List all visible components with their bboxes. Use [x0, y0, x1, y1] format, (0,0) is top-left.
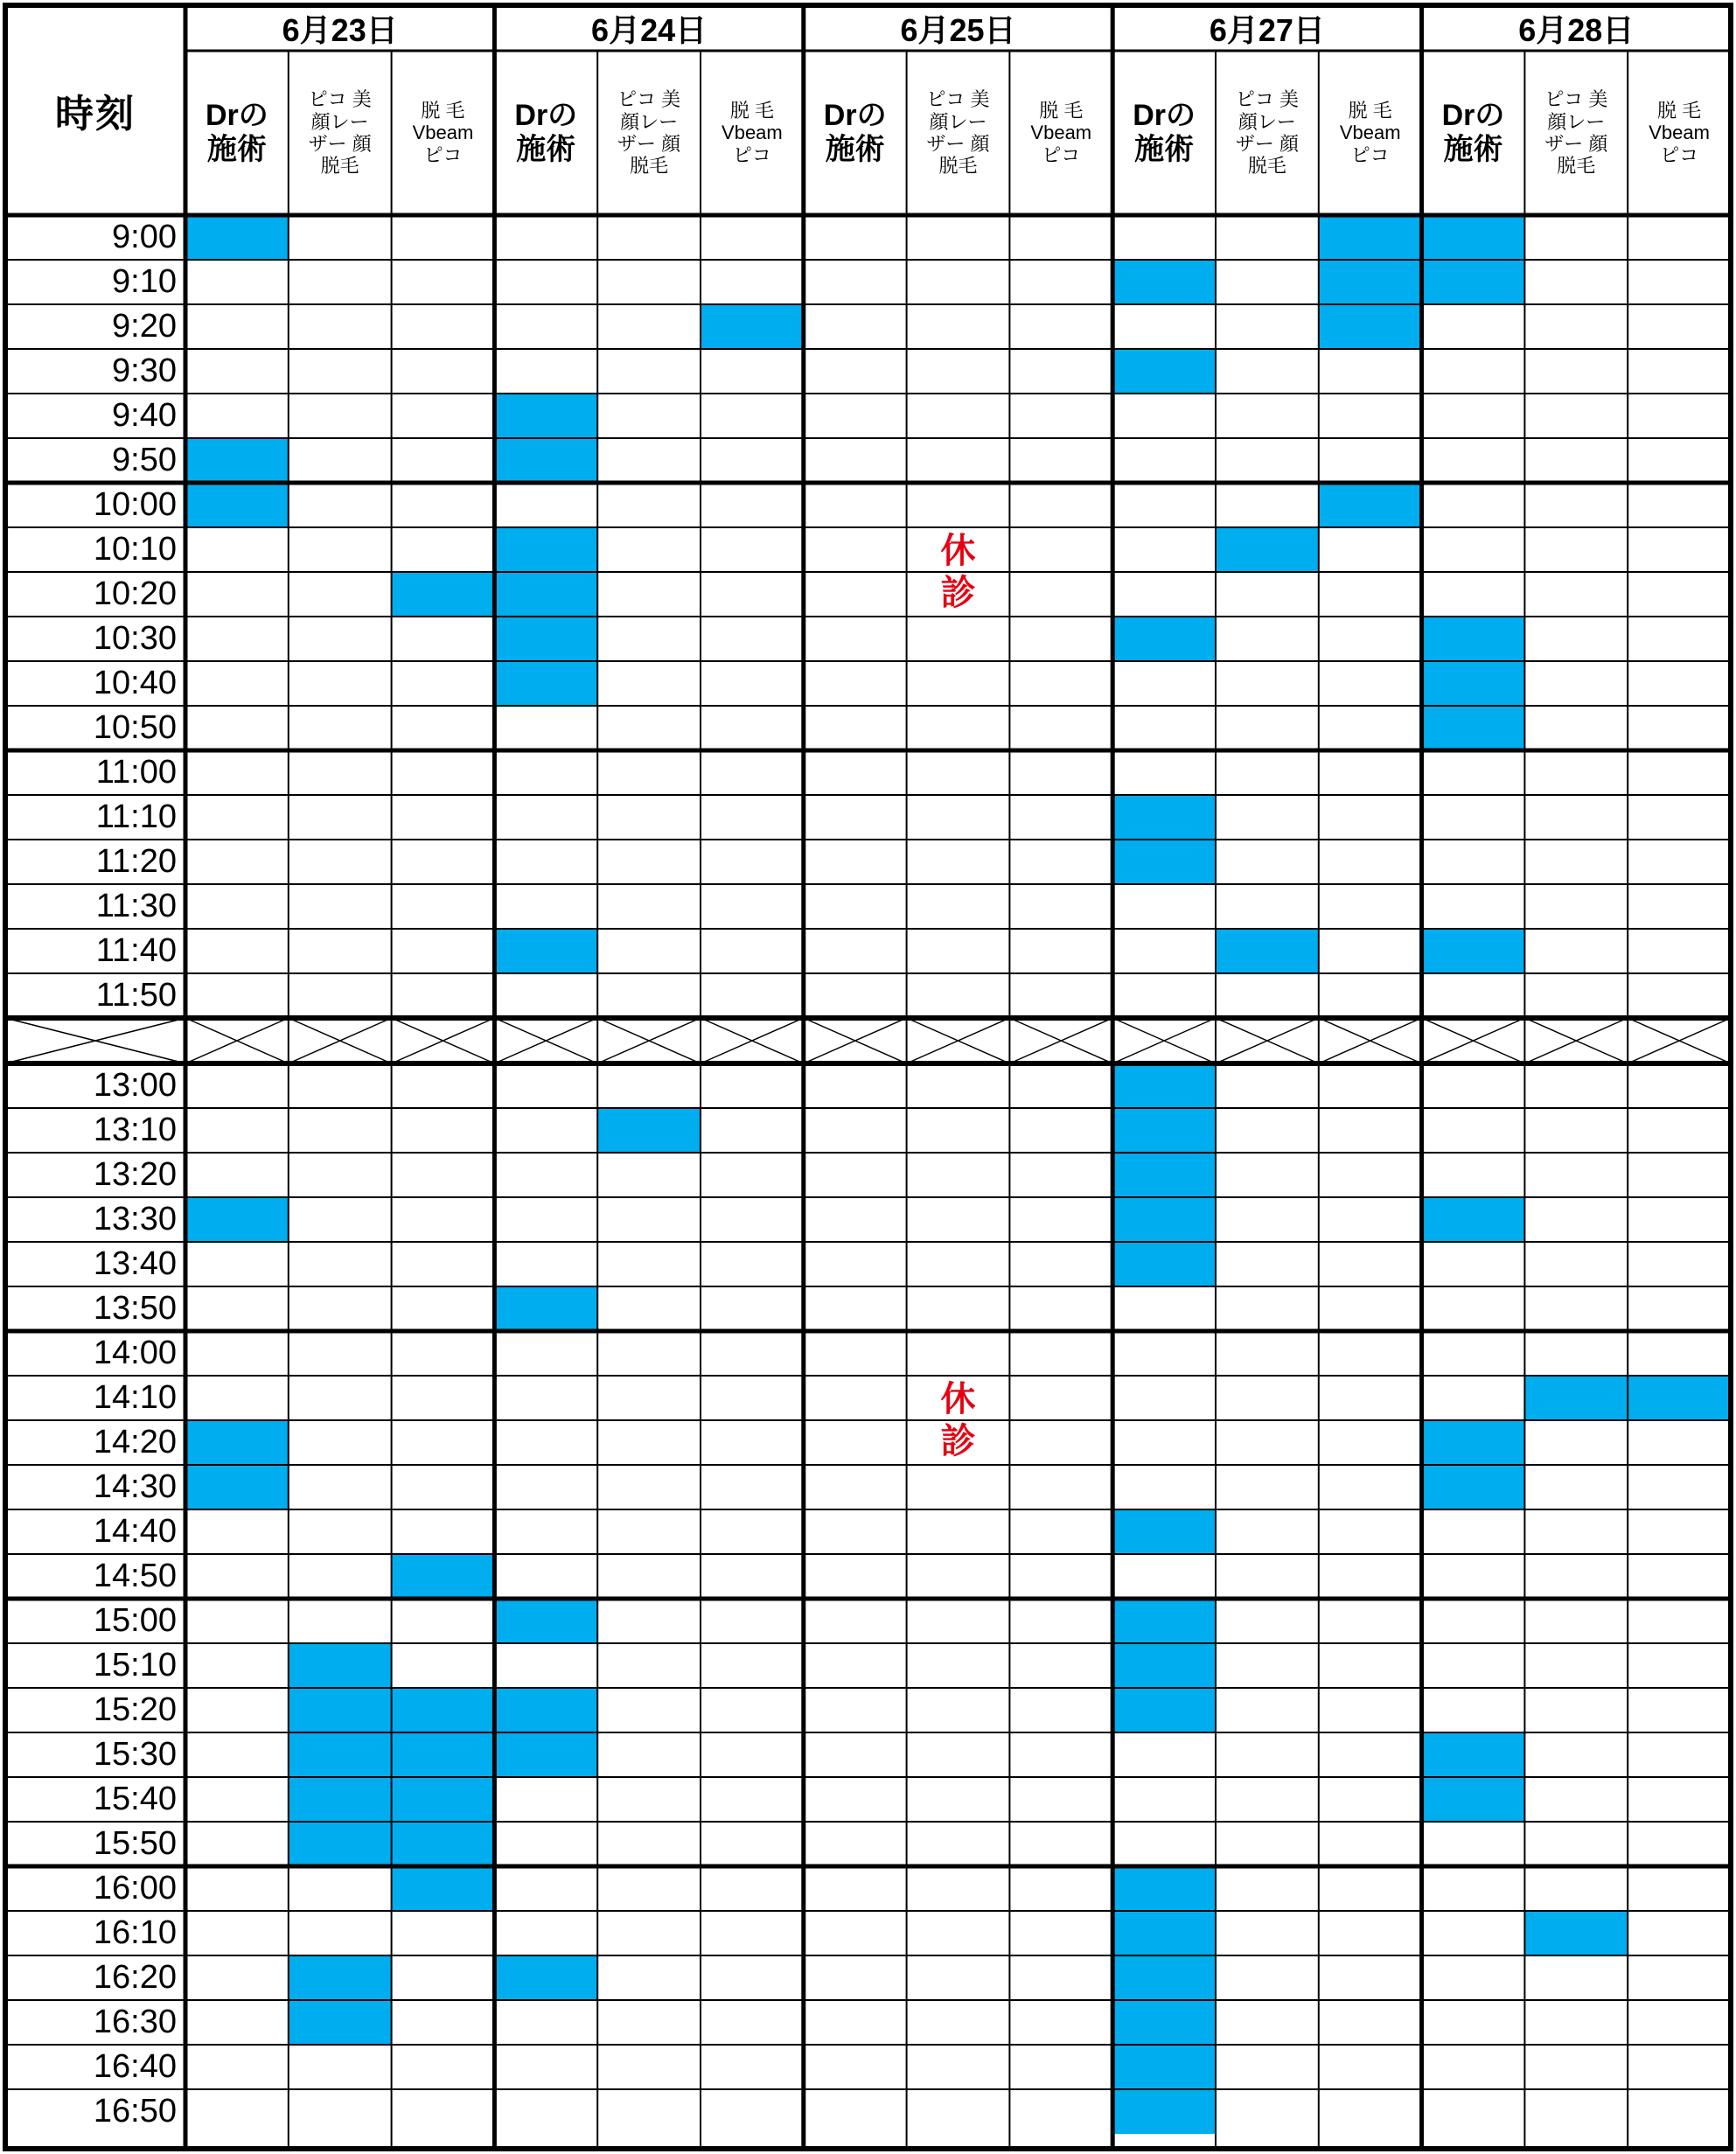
column-header: Drの 施術	[206, 98, 268, 166]
time-label: 16:10	[93, 1914, 177, 1951]
column-header: ピコ 美 顔レー ザー 顔 脱毛	[617, 88, 681, 178]
column-header: 脱 毛 Vbeam ピコ	[412, 100, 474, 166]
time-label: 14:20	[93, 1424, 177, 1460]
date-header: 6月27日	[1209, 11, 1325, 48]
time-label: 13:50	[93, 1290, 177, 1327]
time-label: 9:40	[112, 397, 177, 434]
time-label: 14:50	[93, 1558, 177, 1594]
time-label: 11:00	[95, 754, 177, 791]
time-label: 13:00	[93, 1067, 177, 1104]
time-label: 13:10	[93, 1112, 177, 1148]
time-label: 16:30	[93, 2004, 177, 2040]
time-label: 9:00	[112, 219, 177, 255]
time-label: 15:40	[93, 1781, 177, 1817]
time-label: 16:40	[93, 2048, 177, 2085]
time-label: 16:50	[93, 2093, 177, 2130]
time-label: 11:30	[95, 888, 177, 924]
closed-label: 休 診	[940, 1380, 976, 1460]
column-header: 脱 毛 Vbeam ピコ	[722, 100, 783, 166]
time-label: 15:00	[93, 1602, 177, 1639]
column-header: 脱 毛 Vbeam ピコ	[1339, 100, 1401, 166]
time-label: 16:20	[93, 1959, 177, 1996]
time-label: 10:00	[93, 486, 177, 523]
column-header: ピコ 美 顔レー ザー 顔 脱毛	[926, 88, 990, 178]
time-label: 11:20	[95, 843, 177, 880]
time-label: 14:10	[93, 1379, 177, 1416]
date-header: 6月24日	[591, 11, 708, 48]
column-header: 脱 毛 Vbeam ピコ	[1030, 100, 1092, 166]
time-label: 15:20	[93, 1691, 177, 1728]
time-label: 9:30	[112, 352, 177, 389]
time-label: 11:50	[95, 977, 177, 1014]
column-header: ピコ 美 顔レー ザー 顔 脱毛	[1235, 88, 1299, 178]
time-label: 14:00	[93, 1335, 177, 1371]
date-header: 6月25日	[900, 11, 1016, 48]
time-header: 時刻	[55, 93, 136, 136]
time-label: 9:10	[112, 263, 177, 300]
time-label: 10:40	[93, 665, 177, 701]
time-label: 11:40	[95, 932, 177, 969]
column-header: ピコ 美 顔レー ザー 顔 脱毛	[308, 88, 372, 178]
time-label: 10:50	[93, 709, 177, 746]
time-label: 11:10	[95, 798, 177, 835]
time-label: 13:20	[93, 1156, 177, 1193]
column-header: Drの 施術	[823, 98, 887, 166]
time-label: 14:30	[93, 1468, 177, 1505]
time-label: 10:30	[93, 620, 177, 657]
column-header: Drの 施術	[514, 98, 578, 166]
time-label: 13:30	[93, 1201, 177, 1237]
time-label: 10:10	[93, 531, 177, 568]
time-label: 15:30	[93, 1736, 177, 1773]
time-label: 15:10	[93, 1647, 177, 1683]
date-header: 6月28日	[1518, 11, 1635, 48]
time-label: 9:20	[112, 308, 177, 345]
column-header: Drの 施術	[1441, 98, 1505, 166]
time-label: 14:40	[93, 1513, 177, 1550]
column-header: Drの 施術	[1133, 98, 1196, 166]
time-label: 9:50	[112, 442, 177, 478]
date-header: 6月23日	[282, 11, 398, 48]
time-label: 15:50	[93, 1825, 177, 1862]
time-label: 16:00	[93, 1870, 177, 1907]
column-header: ピコ 美 顔レー ザー 顔 脱毛	[1544, 88, 1608, 178]
time-label: 10:20	[93, 575, 177, 612]
time-label: 13:40	[93, 1245, 177, 1282]
column-header: 脱 毛 Vbeam ピコ	[1649, 100, 1710, 166]
closed-label: 休 診	[940, 532, 976, 612]
